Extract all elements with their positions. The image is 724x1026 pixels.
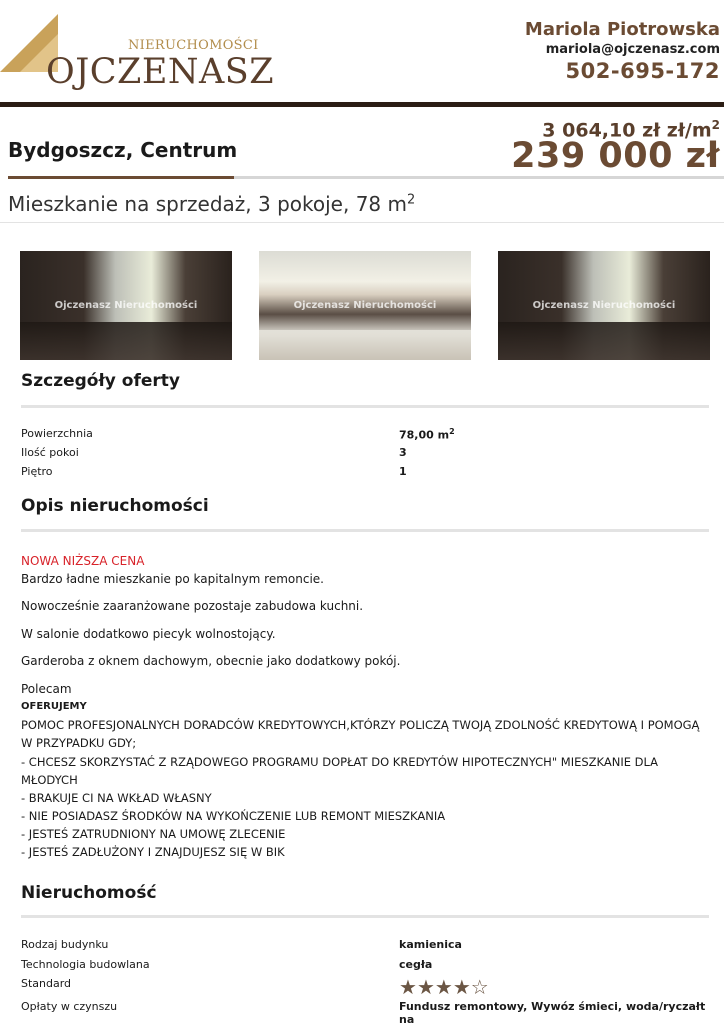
description-paragraph: Bardzo ładne mieszkanie po kapitalnym remoncie. — [21, 572, 324, 586]
description-paragraph: Polecam — [21, 682, 72, 696]
property-value-building: kamienica — [399, 938, 462, 951]
logo[interactable] — [0, 14, 275, 94]
detail-label: Piętro — [21, 465, 53, 478]
detail-value-sup: 2 — [449, 427, 455, 436]
standard-rating — [399, 977, 489, 997]
listing-title — [8, 192, 415, 216]
logo-title: OJCZENASZ — [46, 52, 275, 92]
photo-watermark: Ojczenasz Nieruchomości — [293, 300, 437, 311]
agent-email[interactable]: mariola@ojczenasz.com — [545, 42, 720, 57]
photo-watermark: Ojczenasz Nieruchomości — [54, 300, 198, 311]
description-paragraph: Garderoba z oknem dachowym, obecnie jako dodatkowy pokój. — [21, 654, 401, 668]
details-title: Szczegóły oferty — [21, 371, 180, 391]
price-per-sqm-sup: 2 — [711, 118, 720, 132]
description-divider — [21, 529, 709, 532]
agent-name: Mariola Piotrowska — [524, 19, 720, 40]
photo-floor — [498, 322, 710, 360]
promo-text: NOWA NIŻSZA CENA — [21, 554, 145, 568]
star-empty-icon: ☆ — [470, 975, 489, 999]
title-divider — [0, 222, 724, 223]
listing-location: Bydgoszcz, Centrum — [8, 138, 238, 162]
offer-line: - JESTEŚ ZATRUDNIONY NA UMOWĘ ZLECENIE — [21, 827, 286, 841]
property-label: Rodzaj budynku — [21, 938, 109, 951]
star-filled-icon: ★ — [399, 975, 417, 999]
detail-label: Powierzchnia — [21, 427, 93, 440]
header-divider — [0, 102, 724, 107]
property-value-technology: cegła — [399, 958, 433, 971]
property-label: Opłaty w czynszu — [21, 1000, 118, 1013]
property-value-fees: Fundusz remontowy, Wywóz śmieci, woda/ryczałt na — [399, 1000, 706, 1026]
star-filled-icon: ★ — [434, 975, 453, 999]
agent-contact — [525, 18, 720, 84]
property-label: Standard — [21, 977, 72, 990]
photo-floor — [259, 330, 471, 360]
detail-value-floor: 1 — [399, 465, 407, 478]
star-filled-icon: ★ — [416, 975, 435, 999]
listing-photo-2[interactable] — [259, 251, 471, 360]
listing-price: 239 000 zł — [511, 136, 720, 176]
detail-value-rooms: 3 — [399, 446, 407, 459]
description-title: Opis nieruchomości — [21, 496, 209, 516]
photo-watermark: Ojczenasz Nieruchomości — [532, 300, 676, 311]
description-paragraph: W salonie dodatkowo piecyk wolnostojący. — [21, 627, 276, 641]
offer-heading: OFERUJEMY — [21, 701, 87, 712]
listing-photo-3[interactable] — [498, 251, 710, 360]
logo-subtitle: NIERUCHOMOŚCI — [128, 38, 259, 53]
detail-value-area — [399, 427, 455, 442]
property-label: Technologia budowlana — [21, 958, 150, 971]
agent-phone[interactable]: 502-695-172 — [565, 59, 720, 83]
offer-line: - CHCESZ SKORZYSTAĆ Z RZĄDOWEGO PROGRAMU DOPŁAT DO KREDYTÓW HIPOTECZNYCH" MIESZKANIE DLA MŁODYCH — [21, 755, 659, 787]
offer-line: POMOC PROFESJONALNYCH DORADCÓW KREDYTOWYCH,KTÓRZY POLICZĄ TWOJĄ ZDOLNOŚĆ KREDYTOWĄ I POMOGĄ W PRZYPADKU GDY; — [21, 718, 700, 750]
offer-line: - NIE POSIADASZ ŚRODKÓW NA WYKOŃCZENIE LUB REMONT MIESZKANIA — [21, 809, 446, 823]
location-underline — [8, 176, 234, 179]
listing-title-sup: 2 — [407, 192, 416, 208]
star-filled-icon: ★ — [452, 975, 471, 999]
listing-title-text: Mieszkanie na sprzedaż, 3 pokoje, 78 m — [8, 192, 407, 216]
offer-line: - JESTEŚ ZADŁUŻONY I ZNAJDUJESZ SIĘ W BIK — [21, 845, 285, 859]
description-paragraph: Nowocześnie zaaranżowane pozostaje zabudowa kuchni. — [21, 599, 364, 613]
details-divider — [21, 405, 709, 408]
photo-floor — [20, 322, 232, 360]
listing-photo-1[interactable] — [20, 251, 232, 360]
detail-label: Ilość pokoi — [21, 446, 79, 459]
offer-line: - BRAKUJE CI NA WKŁAD WŁASNY — [21, 791, 212, 805]
price-per-sqm-text: 3 064,10 zł zł/m — [542, 119, 712, 142]
detail-value-text: 78,00 m — [399, 428, 450, 442]
property-divider — [21, 915, 709, 918]
property-title: Nieruchomość — [21, 883, 157, 903]
